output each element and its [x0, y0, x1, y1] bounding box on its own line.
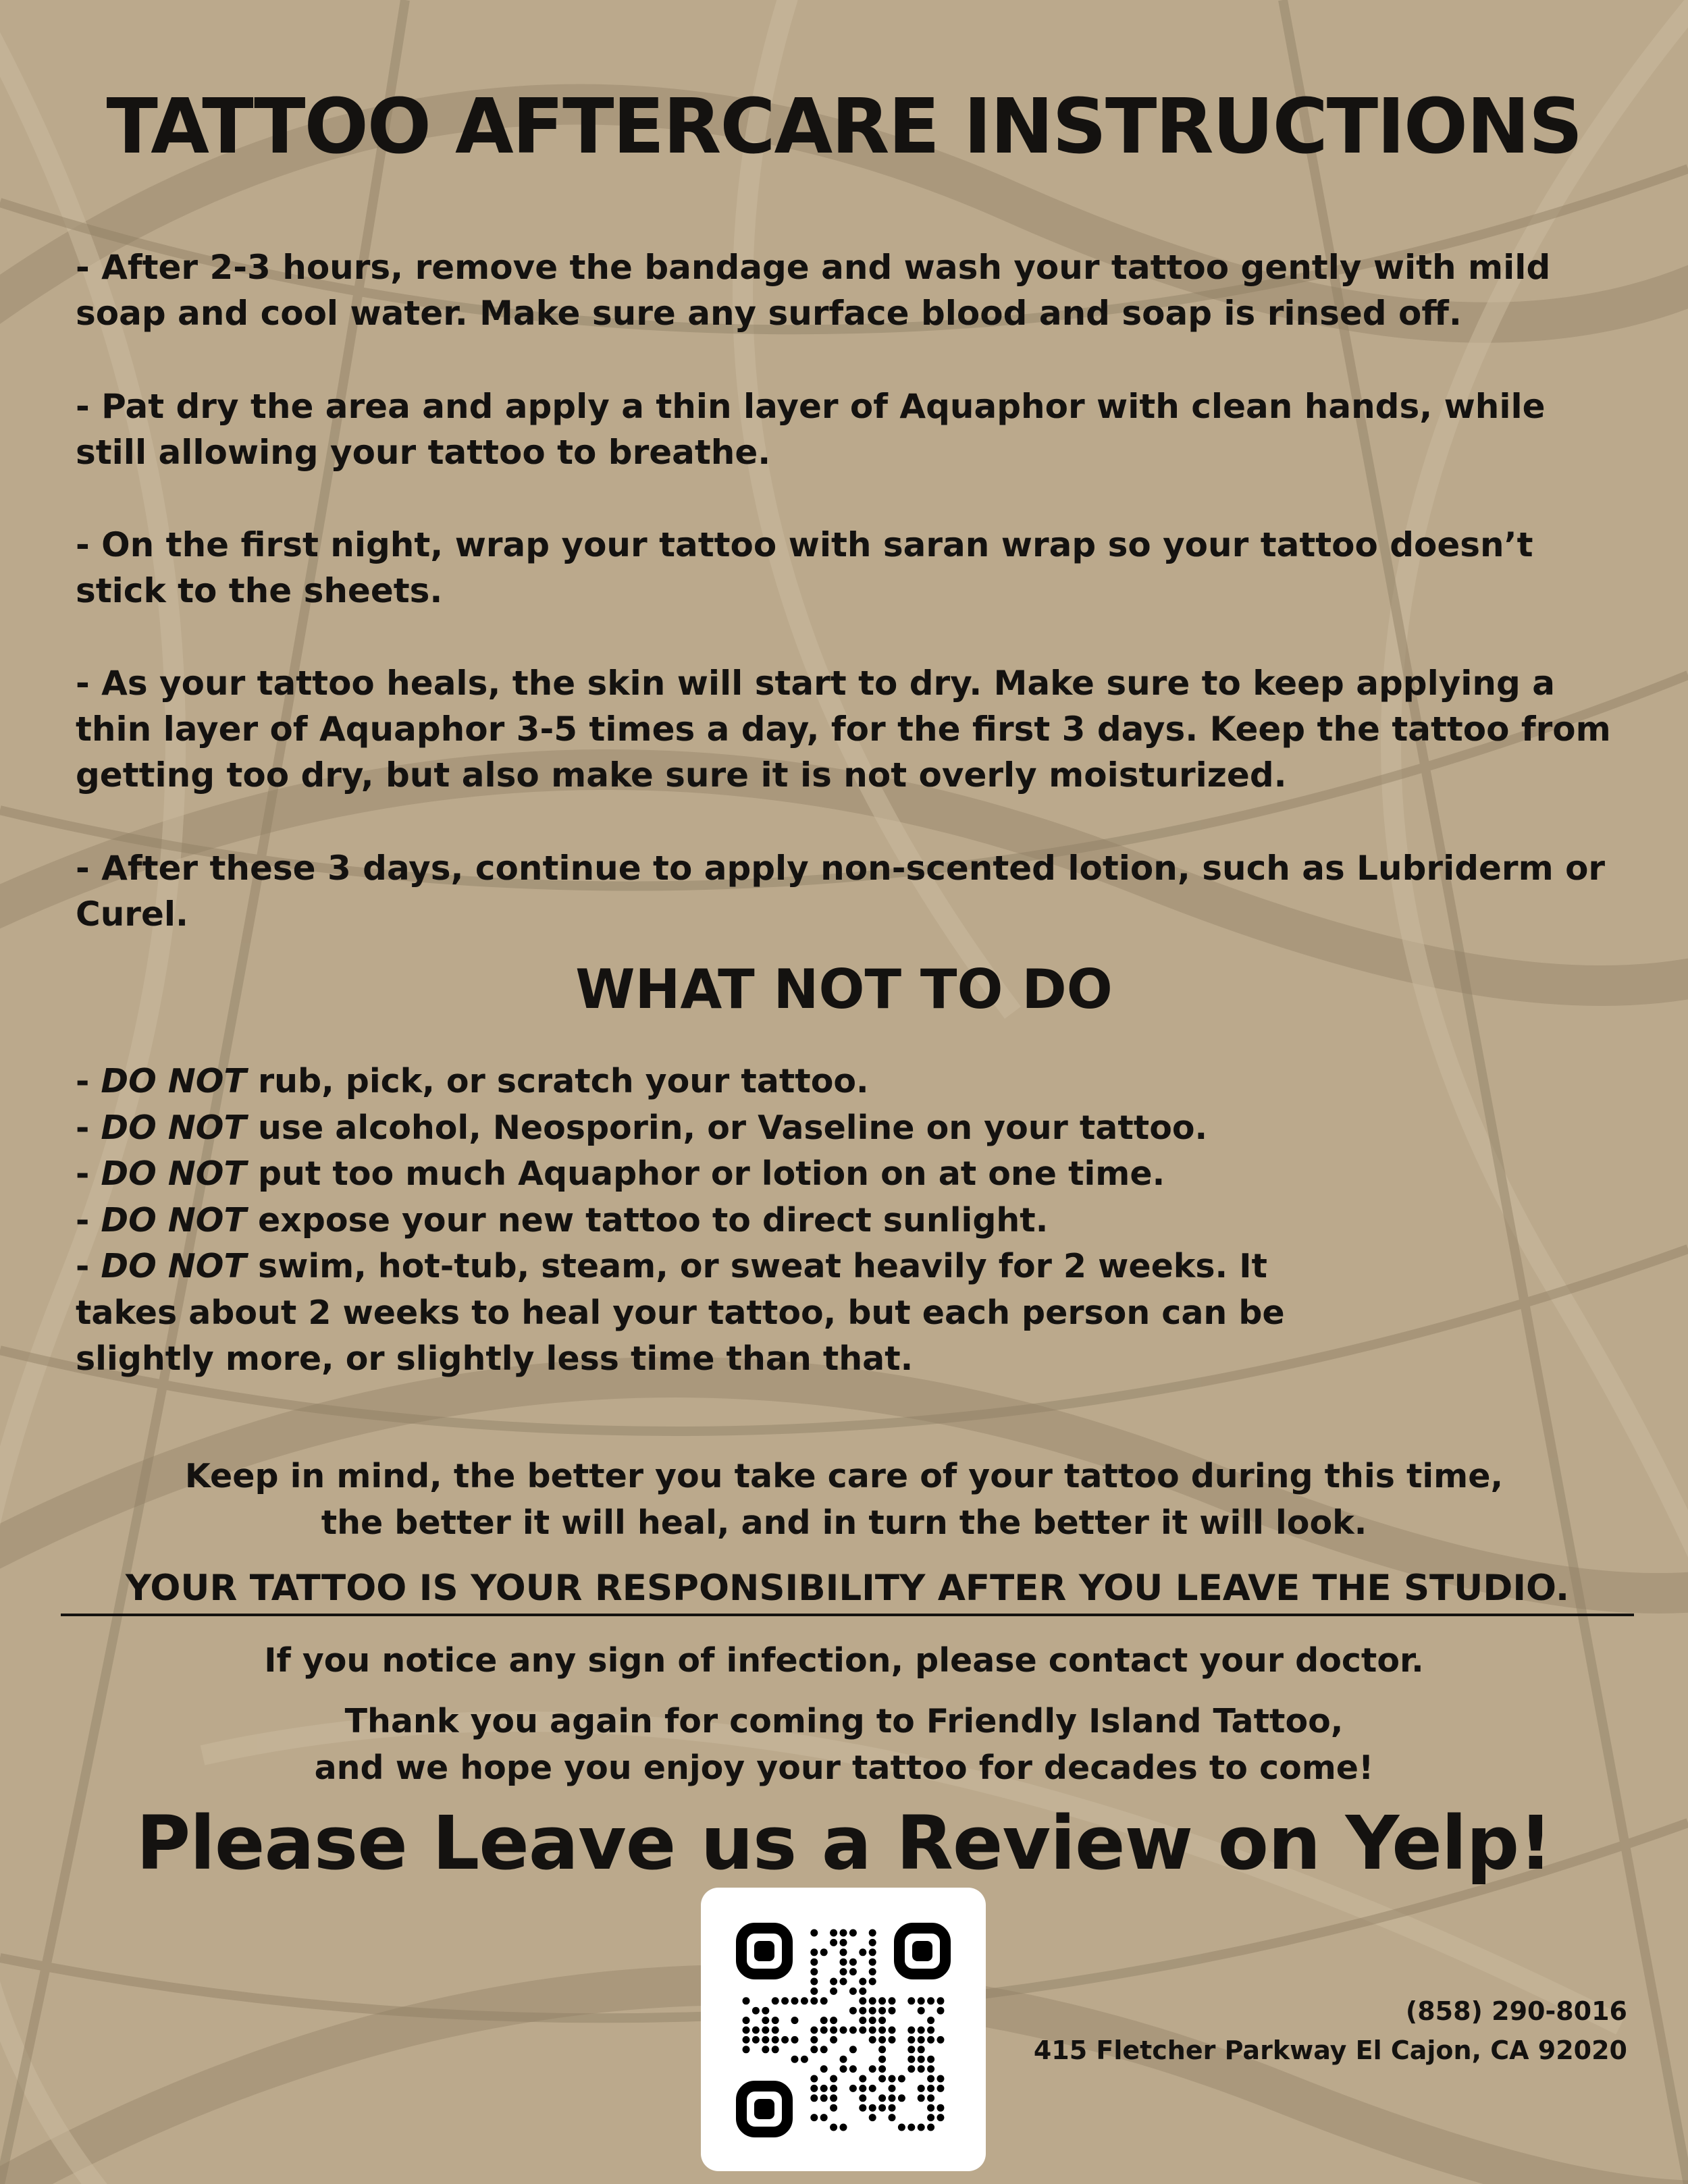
instruction-item: - As your tattoo heals, the skin will start to dry. Make sure to keep applying a thin layer of Aquaphor 3-5 times a day, for the first 3 days. Keep the tattoo from getting too dry, but also make sure it is not overly moisturized.: [76, 664, 1611, 795]
dont-prefix: -: [76, 1200, 101, 1240]
infection-notice: If you notice any sign of infection, please contact your doctor.: [264, 1641, 1424, 1680]
thank-you-line: and we hope you enjoy your tattoo for decades to come!: [314, 1749, 1374, 1787]
dont-text: put too much Aquaphor or lotion on at one time.: [246, 1154, 1165, 1193]
dont-item: [76, 1059, 1359, 1105]
qr-code-card[interactable]: [701, 1888, 986, 2171]
dont-prefix: -: [76, 1108, 101, 1147]
page-title: TATTOO AFTERCARE INSTRUCTIONS: [106, 83, 1582, 171]
dont-text: use alcohol, Neosporin, or Vaseline on your tattoo.: [246, 1108, 1208, 1147]
dont-emphasis: DO NOT: [101, 1247, 246, 1285]
instruction-item: - After these 3 days, continue to apply non-scented lotion, such as Lubriderm or Curel.: [76, 849, 1606, 934]
qr-code-icon[interactable]: [701, 1888, 986, 2171]
dont-item: [76, 1244, 1359, 1383]
dont-item: [76, 1105, 1359, 1152]
street-address: 415 Fletcher Parkway El Cajon, CA 92020: [1033, 2035, 1627, 2065]
instruction-item: - After 2-3 hours, remove the bandage and wash your tattoo gently with mild soap and cool water. Make sure any surface blood and soap is rinsed off.: [76, 248, 1551, 333]
phone-number: (858) 290-8016: [1405, 1996, 1627, 2026]
dont-emphasis: DO NOT: [101, 1154, 246, 1193]
thank-you-note: [0, 1698, 1688, 1791]
dont-prefix: -: [76, 1154, 101, 1193]
dont-emphasis: DO NOT: [101, 1200, 246, 1240]
keep-in-mind-line: the better it will heal, and in turn the better it will look.: [321, 1503, 1367, 1542]
keep-in-mind-line: Keep in mind, the better you take care of your tattoo during this time,: [184, 1457, 1504, 1495]
review-call-to-action: Please Leave us a Review on Yelp!: [136, 1800, 1552, 1886]
dont-text: swim, hot-tub, steam, or sweat heavily for 2 weeks. It takes about 2 weeks to heal your tattoo, but each person can be slightly more, or slightly less time than that.: [76, 1247, 1285, 1378]
dont-item: [76, 1198, 1359, 1244]
keep-in-mind-note: [0, 1453, 1688, 1546]
thank-you-line: Thank you again for coming to Friendly Island Tattoo,: [344, 1702, 1344, 1740]
responsibility-banner: YOUR TATTOO IS YOUR RESPONSIBILITY AFTER YOU LEAVE THE STUDIO.: [61, 1565, 1634, 1616]
instruction-item: - On the first night, wrap your tattoo with saran wrap so your tattoo doesn’t stick to the sheets.: [76, 525, 1533, 610]
contact-info: [1020, 1992, 1627, 2070]
dont-list: [76, 1059, 1359, 1383]
dont-text: expose your new tattoo to direct sunlight.: [246, 1200, 1049, 1240]
instruction-item: - Pat dry the area and apply a thin layer of Aquaphor with clean hands, while still allowing your tattoo to breathe.: [76, 387, 1546, 472]
what-not-heading: WHAT NOT TO DO: [575, 958, 1113, 1021]
dont-text: rub, pick, or scratch your tattoo.: [246, 1062, 869, 1100]
dont-item: [76, 1151, 1359, 1198]
dont-emphasis: DO NOT: [101, 1062, 246, 1100]
dont-emphasis: DO NOT: [101, 1108, 246, 1147]
dont-prefix: -: [76, 1062, 101, 1100]
dont-prefix: -: [76, 1247, 101, 1285]
